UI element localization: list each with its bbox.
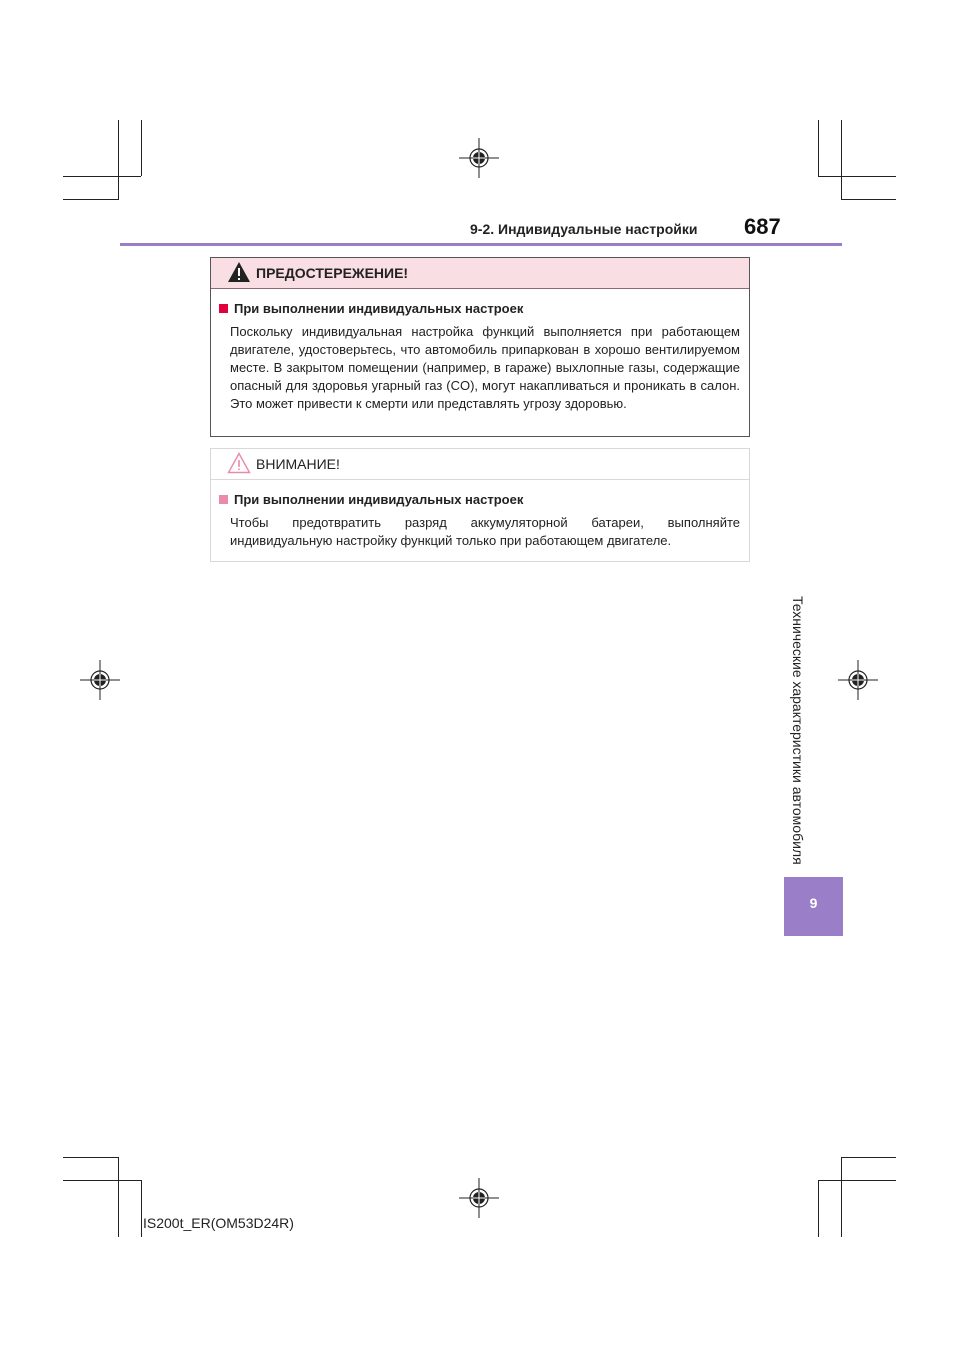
crop-mark: [818, 176, 896, 177]
crop-mark: [841, 199, 896, 200]
square-bullet-icon: [219, 495, 228, 504]
warning-box-header: [211, 258, 749, 289]
crop-mark: [63, 176, 141, 177]
chapter-tab: [784, 877, 843, 936]
crop-mark: [141, 1180, 142, 1237]
registration-target-icon: [459, 138, 499, 178]
warning-body-text: Поскольку индивидуальная настройка функций выполняется при работающем двигателе, удостоверьтесь, что автомобиль припаркован в хорошо вентилируемом месте. В закрытом помещении (например, в гараже) выхлопные газы, содержащие опасный для здоровья угарный газ (CO), могут накапливаться и проникать в салон. Это может привести к смерти или представлять угрозу здоровью.: [230, 324, 740, 411]
crop-mark: [818, 1180, 896, 1181]
warning-box-title: ПРЕДОСТЕРЕЖЕНИЕ!: [256, 265, 409, 281]
notice-box-header: [211, 449, 749, 480]
crop-mark: [841, 1157, 896, 1158]
section-title: 9-2. Индивидуальные настройки: [470, 221, 698, 237]
notice-box: [210, 448, 750, 562]
crop-mark: [63, 1157, 119, 1158]
warning-triangle-icon: [227, 261, 251, 283]
crop-mark: [818, 120, 819, 176]
notice-subheading-text: При выполнении индивидуальных настроек: [234, 492, 524, 507]
page-number: 687: [744, 214, 781, 239]
notice-body-text: Чтобы предотвратить разряд аккумуляторной батареи, выполняйте индивидуальную настройку функций только при работающем двигателе.: [230, 515, 740, 548]
document-code: IS200t_ER(OM53D24R): [143, 1215, 294, 1231]
caution-triangle-icon: [227, 452, 251, 474]
warning-subheading: [219, 301, 523, 316]
crop-mark: [118, 1157, 119, 1237]
registration-target-icon: [838, 660, 878, 700]
chapter-number: 9: [809, 895, 818, 911]
crop-mark: [818, 1180, 819, 1237]
chapter-side-label: Технические характеристики автомобиля: [790, 596, 806, 865]
warning-subheading-text: При выполнении индивидуальных настроек: [234, 301, 524, 316]
header-divider: [120, 243, 842, 246]
crop-mark: [63, 1180, 141, 1181]
registration-target-icon: [80, 660, 120, 700]
square-bullet-icon: [219, 304, 228, 313]
crop-mark: [841, 1157, 842, 1237]
crop-mark: [118, 120, 119, 200]
notice-box-title: ВНИМАНИЕ!: [256, 456, 340, 472]
registration-target-icon: [459, 1178, 499, 1218]
crop-mark: [841, 120, 842, 200]
crop-mark: [141, 120, 142, 176]
warning-box: [210, 257, 750, 437]
notice-subheading: [219, 492, 523, 507]
crop-mark: [63, 199, 119, 200]
